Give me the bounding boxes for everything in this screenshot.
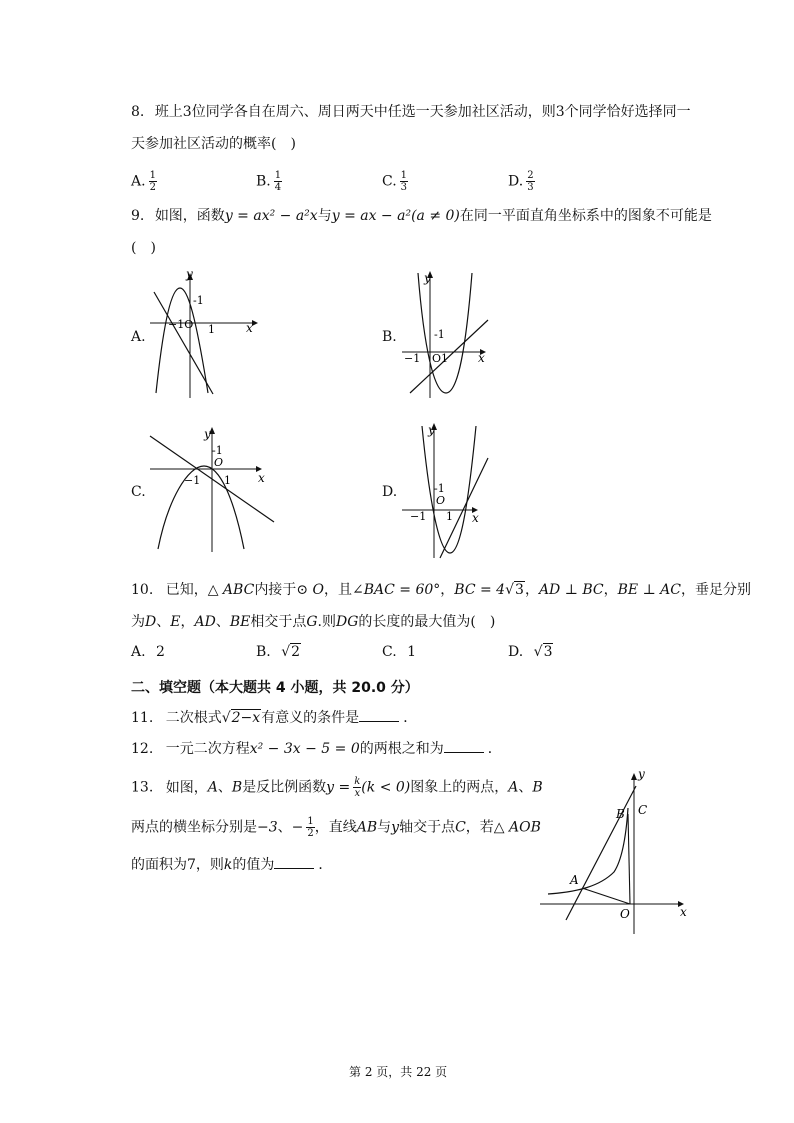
- fraction: [526, 170, 534, 193]
- parabola: [158, 466, 244, 549]
- y-label: y: [204, 427, 211, 441]
- q12: [131, 738, 502, 759]
- q13-line2: [131, 816, 541, 839]
- text: ，: [180, 614, 195, 630]
- fraction-num: 1: [274, 170, 282, 181]
- q8-option-d: [508, 170, 535, 193]
- text: ，: [440, 582, 455, 598]
- math: ⊙ O: [296, 582, 324, 598]
- segment-ao: [582, 888, 630, 904]
- fraction-den: 3: [400, 182, 408, 193]
- option-value: 2: [156, 644, 165, 660]
- fraction-num: k: [354, 776, 361, 787]
- text: 相交于点: [250, 614, 307, 630]
- q8-option-b: [256, 170, 282, 193]
- origin-label: O: [620, 907, 630, 921]
- arrow-icon: [631, 773, 637, 780]
- math: △ AOB: [493, 819, 541, 836]
- tick-label: -1: [434, 482, 445, 495]
- text: ．: [318, 857, 333, 873]
- q11-number: 11.: [131, 710, 154, 726]
- q8-option-a: [131, 170, 157, 193]
- q9-line2: ( ): [131, 240, 156, 256]
- text: 、: [215, 614, 230, 630]
- text: 为: [131, 614, 145, 630]
- q13-number: 13.: [131, 779, 154, 796]
- math: (k < 0): [361, 779, 411, 796]
- sqrt-radicand: 3: [515, 582, 524, 598]
- fraction: [306, 816, 314, 839]
- q9-function-2: y = ax − a²(a ≠ 0): [331, 208, 460, 224]
- graph-label-d: D.: [382, 484, 398, 500]
- math: k: [223, 857, 233, 873]
- q10-line1: 10. 已知，△ ABC内接于⊙ O，且∠BAC = 60°，BC = 4√3，AD ⊥ BC，BE ⊥ AC，垂足分别: [131, 582, 752, 598]
- tick-label: −1: [410, 510, 427, 523]
- text: 的两根之和为: [359, 741, 444, 757]
- origin-label: O: [436, 494, 446, 507]
- text: 如图，: [165, 779, 208, 796]
- answer-blank[interactable]: [274, 854, 314, 869]
- fraction-num: 1: [149, 170, 156, 181]
- text: 一元二次方程: [165, 741, 250, 757]
- fraction-num: 1: [307, 816, 314, 827]
- x-label: x: [258, 471, 265, 485]
- text: ，垂足分别: [681, 582, 752, 598]
- math: ∠BAC = 60°: [351, 582, 441, 598]
- text: 、: [217, 779, 232, 796]
- graph-label-c: C.: [131, 484, 146, 500]
- text: ，: [524, 582, 539, 598]
- math: C: [455, 819, 466, 836]
- q12-number: 12.: [131, 741, 154, 757]
- option-label: A.: [131, 644, 146, 660]
- q13-line1: [131, 776, 543, 799]
- fraction-den: 4: [274, 182, 282, 193]
- q9-function-1: y = ax² − a²x: [224, 208, 318, 224]
- graph-label-b: B.: [382, 329, 397, 345]
- option-value: 1: [407, 644, 417, 660]
- x-label: x: [472, 511, 479, 525]
- text: 轴交于点: [399, 819, 456, 836]
- text: ，且: [323, 582, 352, 598]
- q8-line1: [131, 102, 691, 122]
- option-label: C.: [382, 173, 397, 190]
- answer-blank[interactable]: [359, 707, 399, 722]
- q8-text-1: 班上3位同学各自在周六、周日两天中任选一天参加社区活动，则3个同学恰好选择同一: [154, 104, 691, 120]
- option-label: D.: [508, 644, 524, 660]
- sqrt-radicand: 2−x: [231, 710, 261, 726]
- text: ．: [403, 710, 418, 726]
- option-label: C.: [382, 644, 397, 660]
- x-label: x: [478, 351, 485, 365]
- text: 是反比例函数: [242, 779, 327, 796]
- graph-a: [148, 268, 260, 400]
- tick-label: −1: [184, 474, 201, 487]
- text: 内接于: [254, 582, 297, 598]
- q10-option-c: [382, 644, 416, 660]
- q8-line2: 天参加社区活动的概率( ): [131, 136, 296, 152]
- tick-label: -1: [212, 444, 223, 457]
- line-ab: [566, 786, 636, 920]
- math: AB: [356, 819, 378, 836]
- line: [440, 458, 488, 558]
- q11: 11. 二次根式√2−x有意义的条件是 ．: [131, 707, 417, 728]
- fraction: [274, 170, 282, 193]
- page-footer: 第 2 页，共 22 页: [349, 1065, 448, 1079]
- fraction-num: 1: [400, 170, 408, 181]
- math: △ ABC: [207, 582, 255, 598]
- point-c-label: C: [638, 803, 648, 817]
- parabola: [418, 273, 472, 393]
- math: DG: [335, 614, 359, 630]
- tick-label: -1: [434, 328, 445, 341]
- math: A: [207, 779, 218, 796]
- y-label: y: [186, 268, 193, 281]
- math: G: [306, 614, 318, 630]
- segment-bo: [628, 814, 630, 904]
- text: ，: [603, 582, 618, 598]
- math: AD ⊥ BC: [538, 582, 604, 598]
- q9-line1: [131, 206, 712, 226]
- q9-number: 9.: [131, 208, 145, 224]
- text: ，若: [465, 819, 494, 836]
- text: 有意义的条件是: [261, 710, 360, 726]
- text: 两点的横坐标分别是: [131, 819, 257, 836]
- y-label: y: [638, 768, 645, 781]
- math: E: [170, 614, 181, 630]
- parabola: [422, 426, 476, 553]
- math: B: [231, 779, 243, 796]
- text: 已知，: [165, 582, 208, 598]
- text: 的长度的最大值为( ): [358, 614, 496, 630]
- math: y: [391, 819, 400, 836]
- text: ．: [487, 741, 502, 757]
- q9-mid: 与: [317, 208, 332, 224]
- q13-figure: [538, 768, 694, 936]
- option-label: D.: [508, 173, 524, 190]
- answer-blank[interactable]: [444, 738, 484, 753]
- text: 、: [518, 779, 533, 796]
- math: −: [291, 819, 304, 836]
- math: A: [508, 779, 519, 796]
- text: 、: [156, 614, 171, 630]
- option-label: A.: [131, 173, 146, 190]
- origin-label: O: [214, 456, 224, 469]
- math: −3: [257, 819, 278, 836]
- q9-prefix: 如图，函数: [154, 208, 225, 224]
- q9-suffix: 在同一平面直角坐标系中的图象不可能是: [459, 208, 712, 224]
- option-value: 3: [543, 644, 553, 660]
- text: 二次根式: [165, 710, 222, 726]
- origin-label: −1O: [168, 318, 194, 331]
- math: D: [145, 614, 157, 630]
- math: BE: [229, 614, 251, 630]
- tick-label: 1: [224, 474, 231, 487]
- text: 的值为: [232, 857, 275, 873]
- tick-label: 1: [446, 510, 453, 523]
- graph-label-a: A.: [131, 329, 146, 345]
- y-label: y: [428, 423, 435, 437]
- math: x² − 3x − 5 = 0: [249, 741, 360, 757]
- option-label: B.: [256, 173, 271, 190]
- arrow-icon: [252, 320, 258, 326]
- option-value: 2: [291, 644, 301, 660]
- origin-label: O1: [432, 352, 449, 365]
- q10-option-a: [131, 644, 165, 660]
- q8-option-c: [382, 170, 408, 193]
- section-title: 二、填空题（本大题共 4 小题，共 20.0 分）: [131, 680, 419, 696]
- point-a-label: A: [570, 873, 579, 887]
- y-label: y: [424, 271, 431, 285]
- fraction-den: x: [354, 788, 361, 799]
- graph-b: [400, 268, 500, 400]
- tick-label: 1: [208, 323, 215, 336]
- graph-c: [148, 424, 278, 554]
- text: 图象上的两点，: [410, 779, 509, 796]
- q10-line2: [131, 612, 495, 632]
- math: y =: [326, 779, 351, 796]
- q10-option-d: D. √3: [508, 644, 553, 660]
- q13-line3: [131, 854, 332, 875]
- x-label: x: [680, 905, 687, 919]
- option-label: B.: [256, 644, 271, 660]
- tick-label: −1: [404, 352, 421, 365]
- graph-d: [400, 418, 500, 560]
- math: B: [532, 779, 543, 796]
- math: BC = 4: [454, 582, 506, 598]
- text: ，直线: [314, 819, 357, 836]
- tick-label: -1: [193, 294, 204, 307]
- fraction: [149, 170, 157, 193]
- x-label: x: [246, 321, 253, 335]
- text: 与: [377, 819, 392, 836]
- q10-number: 10.: [131, 582, 154, 598]
- fraction-den: 3: [527, 182, 534, 193]
- q8-number: 8.: [131, 104, 145, 120]
- point-b-label: B: [616, 807, 625, 821]
- fraction-den: 2: [149, 182, 156, 193]
- text: .则: [317, 614, 336, 630]
- math: BE ⊥ AC: [617, 582, 682, 598]
- text: 的面积为7，则: [131, 857, 224, 873]
- line: [410, 320, 488, 393]
- math: AD: [194, 614, 216, 630]
- fraction-den: 2: [307, 828, 314, 839]
- fraction: [400, 170, 408, 193]
- text: 、: [277, 819, 292, 836]
- fraction-num: 2: [527, 170, 534, 181]
- q10-option-b: B. √2: [256, 644, 301, 660]
